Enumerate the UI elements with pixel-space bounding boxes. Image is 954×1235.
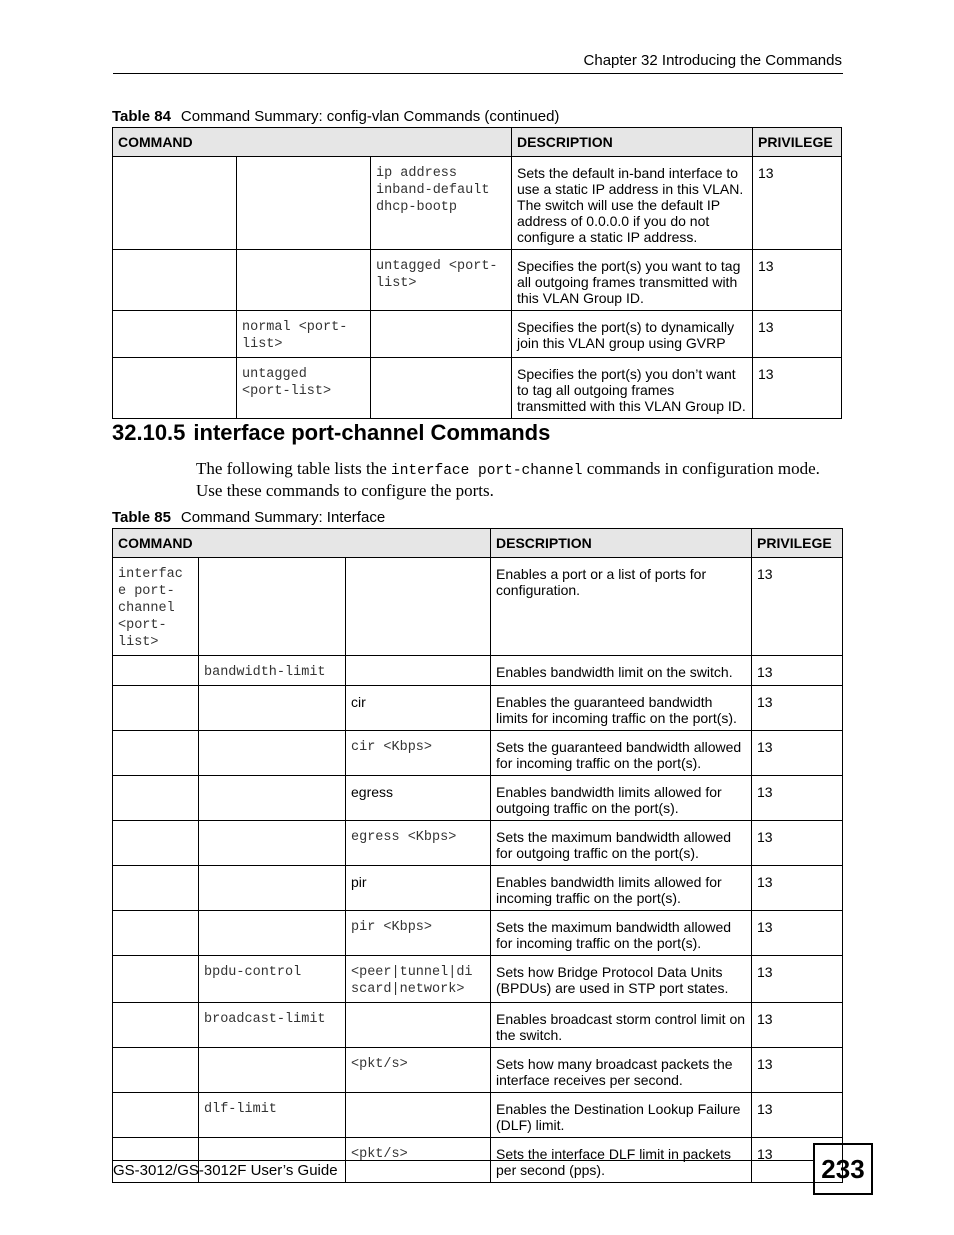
table84-label: Table 84	[112, 108, 171, 125]
table-row	[113, 250, 842, 311]
command-cell	[113, 776, 199, 821]
command-cell	[113, 656, 199, 686]
table84	[112, 127, 842, 419]
privilege-cell: 13	[752, 866, 843, 911]
command-cell	[237, 250, 371, 311]
table-row	[113, 1003, 843, 1048]
table-row	[113, 656, 843, 686]
section-title: interface port-channel Commands	[193, 420, 551, 445]
description-cell: Sets the default in-band interface to use a static IP address in this VLAN. The switch will use the default IP address of 0.0.0.0 if you do not configure a static IP address.	[512, 157, 753, 250]
description-cell: Enables bandwidth limits allowed for outgoing traffic on the port(s).	[491, 776, 752, 821]
table-row	[113, 731, 843, 776]
table85-header-privilege: PRIVILEGE	[752, 529, 843, 558]
command-cell: ip address inband-default dhcp-bootp	[371, 157, 512, 250]
table-row	[113, 358, 842, 419]
command-cell	[113, 250, 237, 311]
command-cell: <peer|tunnel|di scard|network>	[346, 956, 491, 1003]
description-cell: Enables a port or a list of ports for configuration.	[491, 558, 752, 656]
description-cell: Specifies the port(s) you don’t want to tag all outgoing frames transmitted with this VLAN Group ID.	[512, 358, 753, 419]
privilege-cell: 13	[752, 1048, 843, 1093]
command-cell	[346, 656, 491, 686]
command-cell	[346, 1093, 491, 1138]
privilege-cell: 13	[752, 1093, 843, 1138]
command-cell	[113, 157, 237, 250]
command-cell: dlf-limit	[199, 1093, 346, 1138]
command-cell	[113, 821, 199, 866]
privilege-cell: 13	[752, 821, 843, 866]
privilege-cell: 13	[753, 358, 842, 419]
table-row	[113, 686, 843, 731]
description-cell: Enables the guaranteed bandwidth limits for incoming traffic on the port(s).	[491, 686, 752, 731]
section-intro	[196, 458, 846, 501]
table85	[112, 528, 843, 1183]
table85-label: Table 85	[112, 509, 171, 526]
intro-text-after: commands in configuration mode. Use these commands to configure the ports.	[196, 459, 820, 500]
command-cell: broadcast-limit	[199, 1003, 346, 1048]
command-cell	[346, 1003, 491, 1048]
command-cell	[199, 776, 346, 821]
section-number: 32.10.5	[112, 420, 186, 445]
command-cell: egress	[346, 776, 491, 821]
table-row	[113, 911, 843, 956]
command-cell	[346, 558, 491, 656]
table85-title: Command Summary: Interface	[180, 509, 386, 526]
command-cell: egress <Kbps>	[346, 821, 491, 866]
table84-caption	[112, 108, 559, 125]
privilege-cell: 13	[752, 1003, 843, 1048]
description-cell: Specifies the port(s) to dynamically join this VLAN group using GVRP	[512, 311, 753, 358]
command-cell	[199, 821, 346, 866]
description-cell: Sets how Bridge Protocol Data Units (BPDUs) are used in STP port states.	[491, 956, 752, 1003]
section-heading	[112, 420, 558, 446]
command-cell: bpdu-control	[199, 956, 346, 1003]
table-row	[113, 956, 843, 1003]
command-cell	[199, 558, 346, 656]
command-cell	[113, 866, 199, 911]
description-cell: Sets the maximum bandwidth allowed for outgoing traffic on the port(s).	[491, 821, 752, 866]
table-row	[113, 311, 842, 358]
command-cell	[237, 157, 371, 250]
page-number: 233	[813, 1143, 873, 1195]
privilege-cell: 13	[752, 656, 843, 686]
command-cell: pir	[346, 866, 491, 911]
command-cell: untagged <port-list>	[237, 358, 371, 419]
privilege-cell: 13	[752, 956, 843, 1003]
command-cell: <pkt/s>	[346, 1138, 491, 1183]
command-cell	[113, 956, 199, 1003]
description-cell: Sets the maximum bandwidth allowed for incoming traffic on the port(s).	[491, 911, 752, 956]
command-cell	[199, 731, 346, 776]
command-cell	[113, 311, 237, 358]
table84-title: Command Summary: config-vlan Commands (continued)	[180, 108, 560, 125]
command-cell: <pkt/s>	[346, 1048, 491, 1093]
chapter-header: Chapter 32 Introducing the Commands	[583, 52, 842, 69]
intro-text-before: The following table lists the	[196, 459, 391, 478]
command-cell	[371, 358, 512, 419]
table84-header-description: DESCRIPTION	[512, 128, 753, 157]
table85-caption	[112, 509, 385, 526]
table85-header-command: COMMAND	[113, 529, 491, 558]
intro-code: interface port-channel	[391, 463, 583, 479]
description-cell: Sets how many broadcast packets the interface receives per second.	[491, 1048, 752, 1093]
privilege-cell: 13	[753, 311, 842, 358]
command-cell	[113, 911, 199, 956]
privilege-cell: 13	[752, 911, 843, 956]
table84-header-command: COMMAND	[113, 128, 512, 157]
command-cell	[199, 686, 346, 731]
command-cell: pir <Kbps>	[346, 911, 491, 956]
description-cell: Enables bandwidth limits allowed for incoming traffic on the port(s).	[491, 866, 752, 911]
command-cell	[113, 358, 237, 419]
command-cell	[113, 1093, 199, 1138]
privilege-cell: 13	[752, 731, 843, 776]
footer-guide-title: GS-3012/GS-3012F User’s Guide	[113, 1162, 338, 1179]
table84-header-privilege: PRIVILEGE	[753, 128, 842, 157]
description-cell: Sets the interface DLF limit in packets per second (pps).	[491, 1138, 752, 1183]
command-cell: untagged <port- list>	[371, 250, 512, 311]
table-row	[113, 1048, 843, 1093]
privilege-cell: 13	[753, 157, 842, 250]
table85-header-row	[113, 529, 843, 558]
table-row	[113, 157, 842, 250]
privilege-cell: 13	[752, 558, 843, 656]
command-cell: bandwidth-limit	[199, 656, 346, 686]
command-cell: cir	[346, 686, 491, 731]
command-cell	[113, 1048, 199, 1093]
command-cell	[199, 866, 346, 911]
description-cell: Enables broadcast storm control limit on the switch.	[491, 1003, 752, 1048]
command-cell: interfac e port- channel <port- list>	[113, 558, 199, 656]
table-row	[113, 776, 843, 821]
table-row	[113, 558, 843, 656]
command-cell	[199, 911, 346, 956]
table85-header-description: DESCRIPTION	[491, 529, 752, 558]
description-cell: Specifies the port(s) you want to tag all outgoing frames transmitted with this VLAN Group ID.	[512, 250, 753, 311]
privilege-cell: 13	[752, 1138, 843, 1183]
header-rule	[113, 73, 843, 74]
description-cell: Enables the Destination Lookup Failure (DLF) limit.	[491, 1093, 752, 1138]
command-cell	[371, 311, 512, 358]
command-cell: normal <port- list>	[237, 311, 371, 358]
table-row	[113, 1093, 843, 1138]
table-row	[113, 866, 843, 911]
table-row	[113, 821, 843, 866]
privilege-cell: 13	[752, 776, 843, 821]
description-cell: Enables bandwidth limit on the switch.	[491, 656, 752, 686]
description-cell: Sets the guaranteed bandwidth allowed for incoming traffic on the port(s).	[491, 731, 752, 776]
command-cell: cir <Kbps>	[346, 731, 491, 776]
command-cell	[113, 731, 199, 776]
table84-header-row	[113, 128, 842, 157]
command-cell	[199, 1048, 346, 1093]
footer-rule	[113, 1160, 813, 1161]
command-cell	[113, 686, 199, 731]
command-cell	[113, 1003, 199, 1048]
privilege-cell: 13	[752, 686, 843, 731]
privilege-cell: 13	[753, 250, 842, 311]
